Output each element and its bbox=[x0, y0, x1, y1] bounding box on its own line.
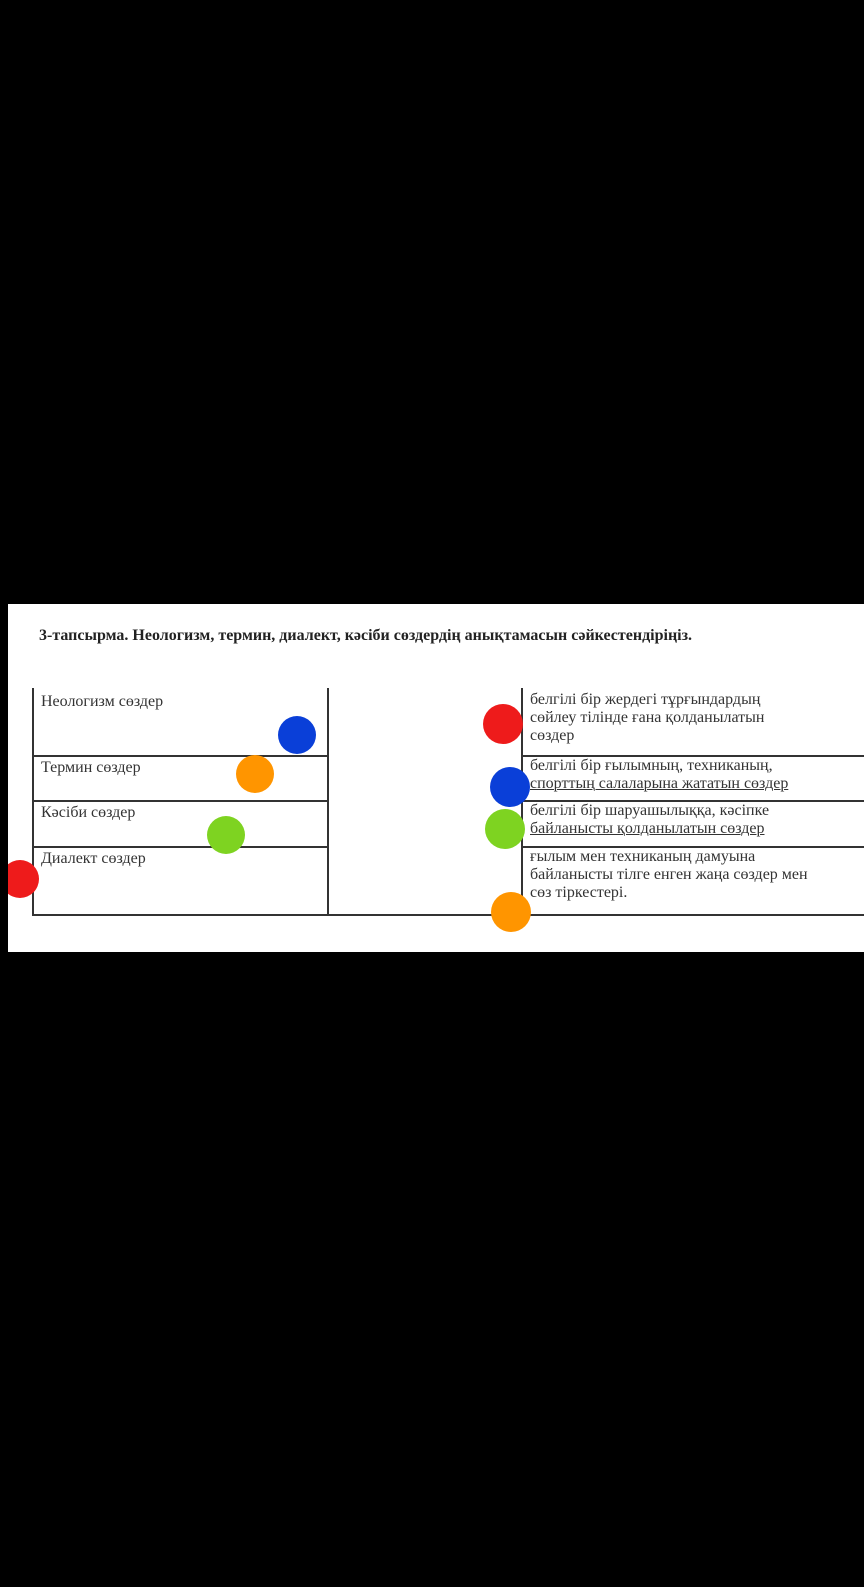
match-dot-orange-left bbox=[236, 755, 274, 793]
definition-cell-term bbox=[530, 757, 788, 793]
definition-cell-dialect bbox=[530, 691, 764, 745]
term-cell-term: Термин сөздер bbox=[41, 759, 141, 776]
row-divider-3-left bbox=[32, 846, 328, 848]
definition-line: ғылым мен техниканың дамуына bbox=[530, 848, 756, 865]
definition-line: сөз тіркестері. bbox=[530, 884, 628, 901]
table-middle-border bbox=[327, 688, 329, 916]
worksheet bbox=[8, 604, 864, 952]
match-dot-green-left bbox=[207, 816, 245, 854]
table-bottom-border bbox=[32, 914, 864, 916]
term-cell-professional: Кәсіби сөздер bbox=[41, 804, 136, 821]
row-divider-2-left bbox=[32, 800, 328, 802]
definition-line: сөйлеу тілінде ғана қолданылатын bbox=[530, 709, 765, 726]
definition-cell-neologism bbox=[530, 848, 808, 902]
match-dot-blue-left bbox=[278, 716, 316, 754]
match-dot-blue-right bbox=[490, 767, 530, 807]
term-cell-neologism: Неологизм сөздер bbox=[41, 693, 164, 710]
match-dot-red-left bbox=[8, 860, 39, 898]
definition-line: белгілі бір жердегі тұрғындардың bbox=[530, 691, 761, 708]
definition-line: байланысты тілге енген жаңа сөздер мен bbox=[530, 866, 808, 883]
definition-line: белгілі бір ғылымның, техниканың, bbox=[530, 757, 773, 774]
task-title: 3-тапсырма. Неологизм, термин, диалект, кәсіби сөздердің анықтамасын сәйкестендіріңіз. bbox=[39, 627, 693, 644]
match-dot-green-right bbox=[485, 809, 525, 849]
term-cell-dialect: Диалект сөздер bbox=[41, 850, 146, 867]
match-dot-red-right bbox=[483, 704, 523, 744]
definition-line: сөздер bbox=[530, 727, 575, 744]
row-divider-1-left bbox=[32, 755, 328, 757]
definition-line: байланысты қолданылатын сөздер bbox=[530, 820, 765, 837]
definition-line: белгілі бір шаруашылыққа, кәсіпке bbox=[530, 802, 770, 819]
match-dot-orange-right bbox=[491, 892, 531, 932]
definition-line: спорттың салаларына жататын сөздер bbox=[530, 775, 789, 792]
definition-cell-professional bbox=[530, 802, 769, 838]
